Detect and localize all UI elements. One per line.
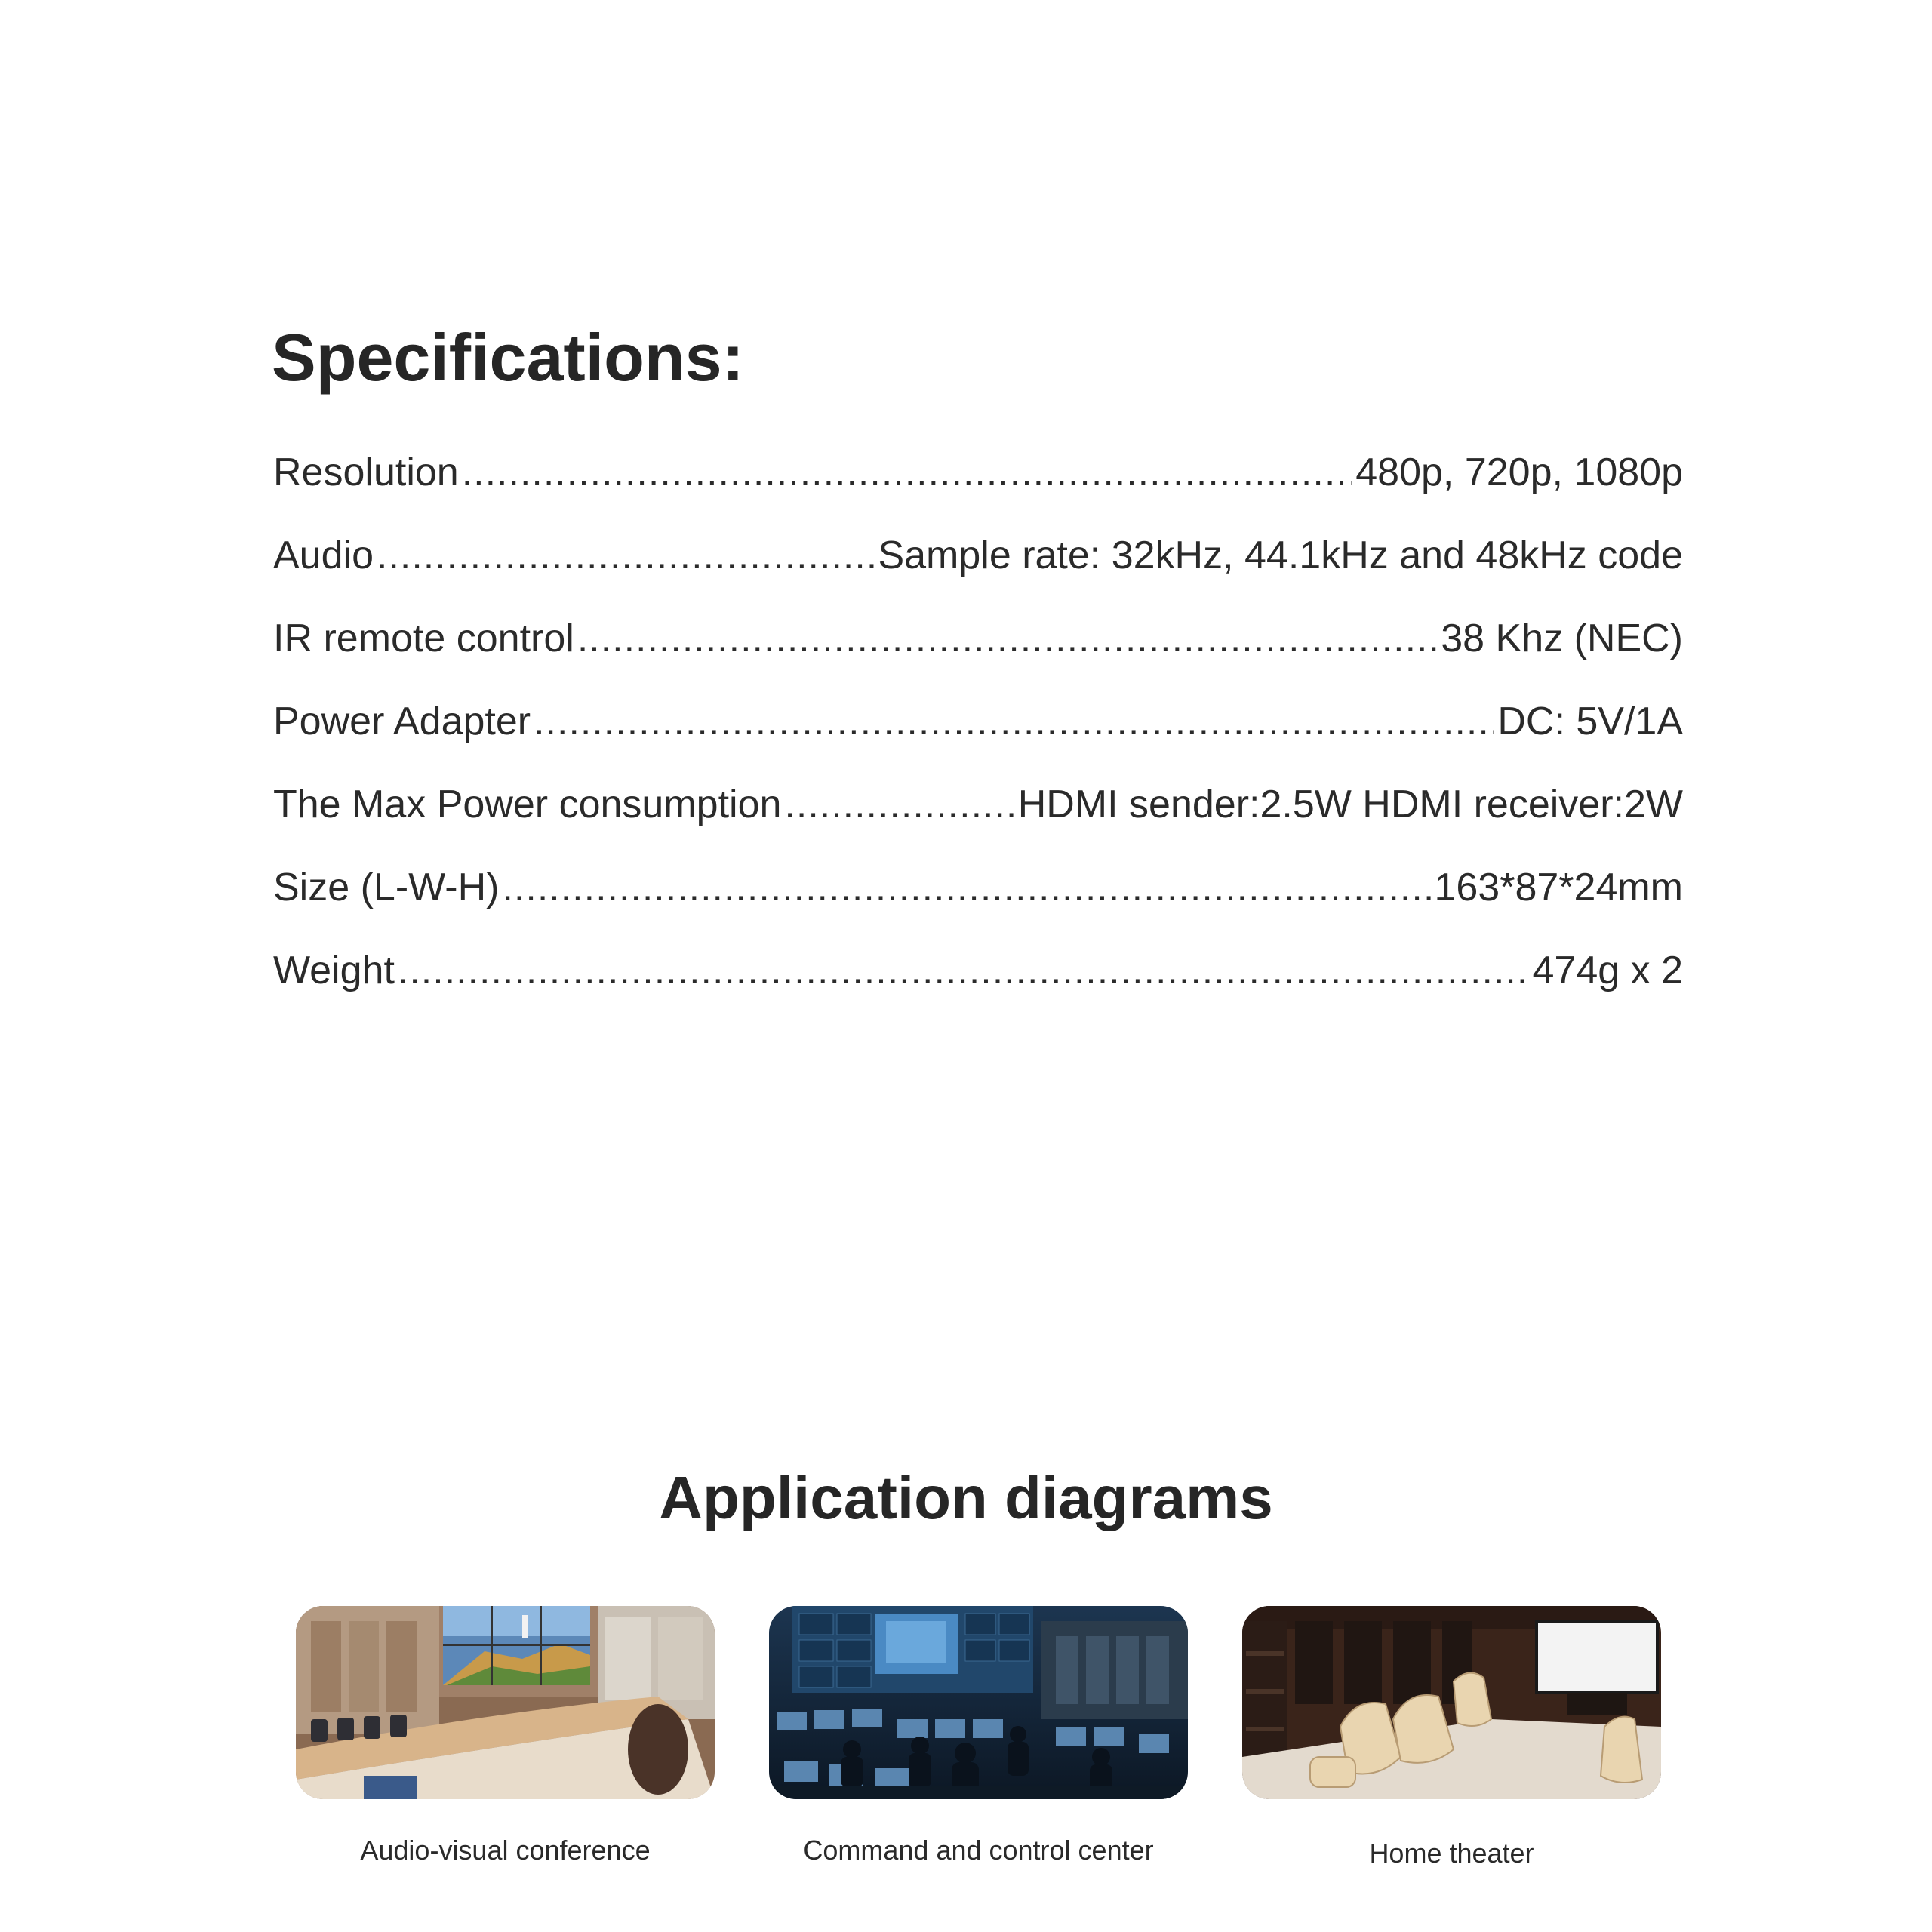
application-diagrams-title: Application diagrams bbox=[659, 1464, 1273, 1531]
dot-leader bbox=[577, 619, 1438, 658]
spec-label: Resolution bbox=[273, 451, 459, 494]
dot-leader bbox=[398, 951, 1530, 990]
spec-label: IR remote control bbox=[273, 617, 574, 660]
dot-leader bbox=[377, 536, 875, 575]
spec-value: DC: 5V/1A bbox=[1497, 700, 1683, 743]
spec-label: The Max Power consumption bbox=[273, 783, 782, 826]
home-theater-photo bbox=[1242, 1606, 1661, 1799]
dot-leader bbox=[502, 868, 1431, 907]
control-center-photo bbox=[769, 1606, 1188, 1799]
spec-row-ir-remote bbox=[273, 619, 1683, 702]
spec-row-power-consumption bbox=[273, 785, 1683, 868]
spec-value: 38 Khz (NEC) bbox=[1441, 617, 1683, 660]
spec-label: Size (L-W-H) bbox=[273, 866, 500, 909]
spec-value: Sample rate: 32kHz, 44.1kHz and 48kHz code bbox=[878, 534, 1683, 577]
spec-row-power-adapter bbox=[273, 702, 1683, 785]
spec-label: Audio bbox=[273, 534, 374, 577]
spec-row-weight bbox=[273, 951, 1683, 1034]
spec-label: Weight bbox=[273, 949, 395, 992]
dot-leader bbox=[784, 785, 1014, 824]
dot-leader bbox=[462, 453, 1353, 492]
spec-value: HDMI sender:2.5W HDMI receiver:2W bbox=[1017, 783, 1683, 826]
caption-home-theater: Home theater bbox=[1369, 1838, 1534, 1869]
spec-label: Power Adapter bbox=[273, 700, 531, 743]
spec-value: 480p, 720p, 1080p bbox=[1355, 451, 1683, 494]
spec-row-size bbox=[273, 868, 1683, 951]
dot-leader bbox=[534, 702, 1494, 741]
spec-value: 474g x 2 bbox=[1532, 949, 1683, 992]
caption-audio-visual-conference: Audio-visual conference bbox=[360, 1835, 651, 1866]
specifications-list bbox=[273, 453, 1683, 1034]
conference-room-photo bbox=[296, 1606, 715, 1799]
spec-row-resolution bbox=[273, 453, 1683, 536]
spec-value: 163*87*24mm bbox=[1434, 866, 1683, 909]
specifications-title: Specifications: bbox=[272, 320, 744, 395]
spec-row-audio bbox=[273, 536, 1683, 619]
caption-command-control-center: Command and control center bbox=[803, 1835, 1154, 1866]
